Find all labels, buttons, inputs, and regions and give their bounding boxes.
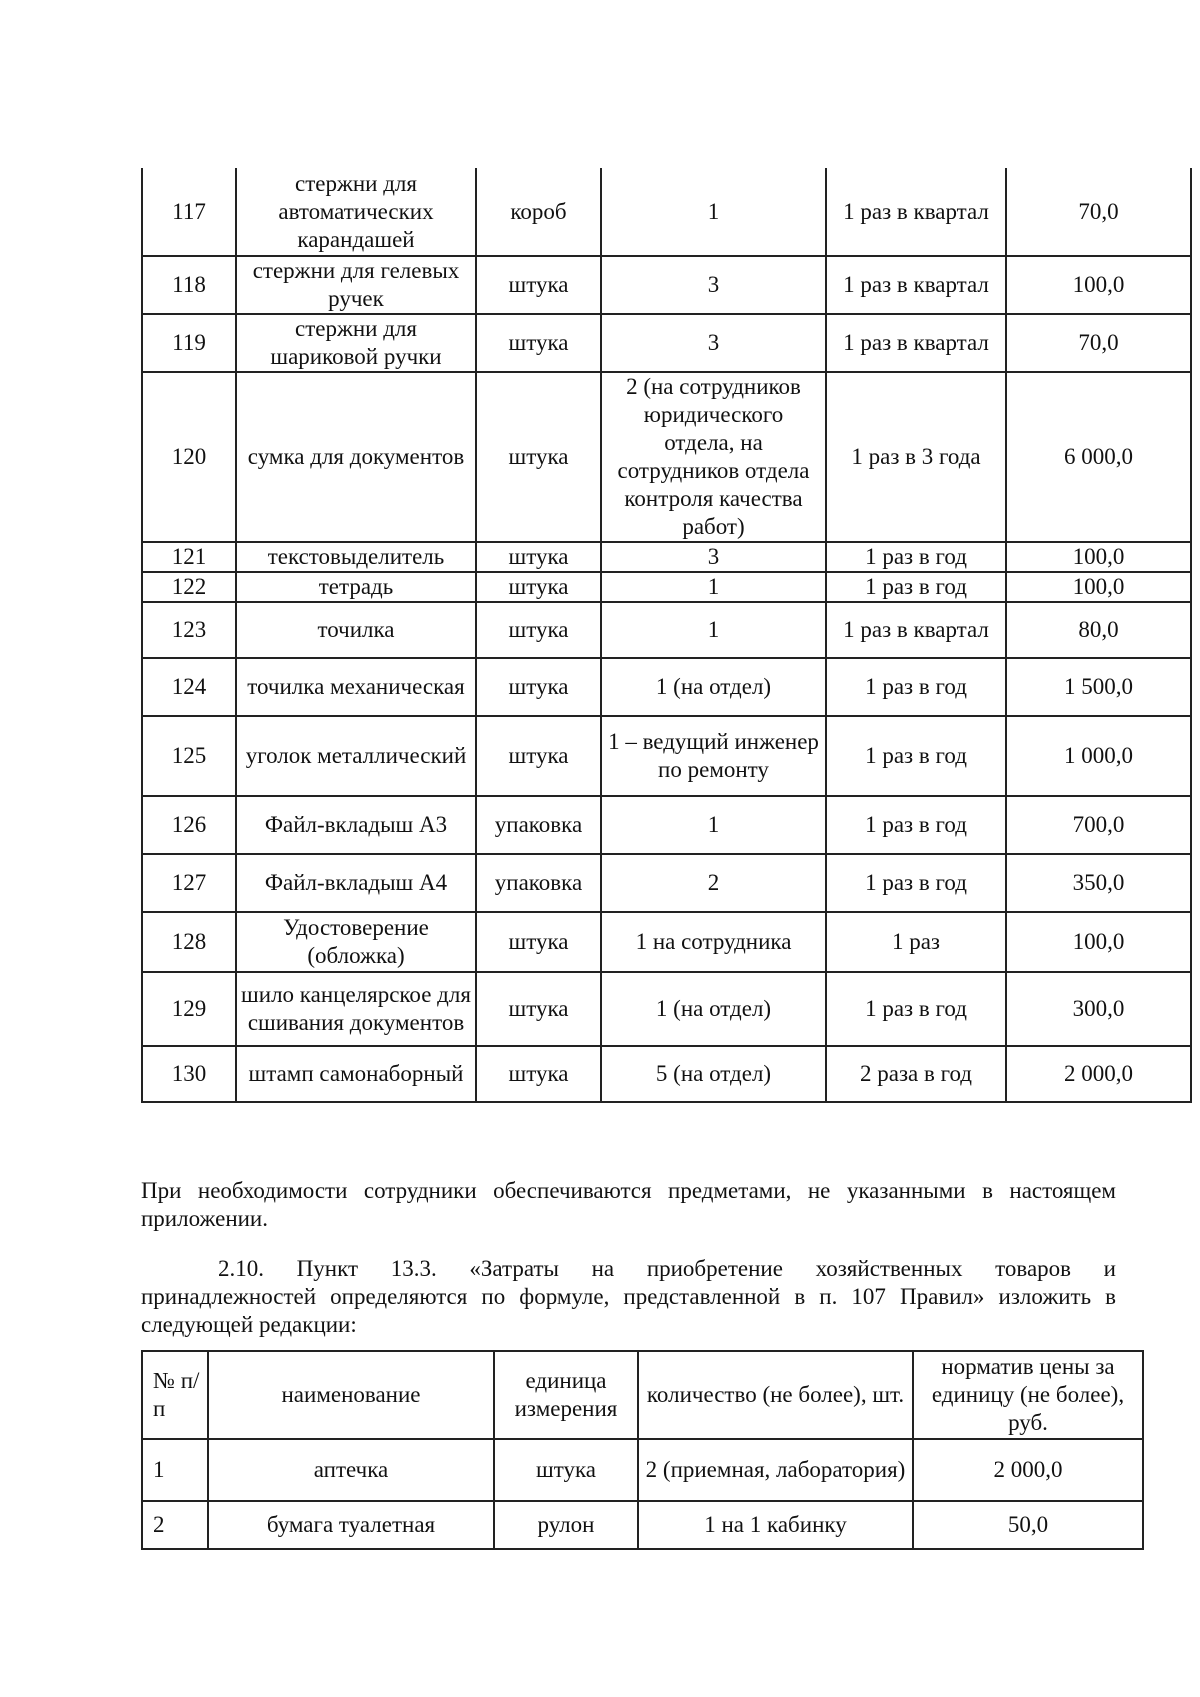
- price-cell: 100,0: [1006, 572, 1191, 602]
- unit-cell: штука: [476, 972, 601, 1046]
- item-name-cell: стержни для гелевых ручек: [236, 256, 476, 314]
- quantity-cell: 2: [601, 854, 826, 912]
- frequency-cell: 2 раза в год: [826, 1046, 1006, 1102]
- price-cell: 1 000,0: [1006, 716, 1191, 796]
- frequency-cell: 1 раз в год: [826, 854, 1006, 912]
- frequency-cell: 1 раз в год: [826, 572, 1006, 602]
- quantity-cell: 3: [601, 542, 826, 572]
- row-number-cell: 125: [142, 716, 236, 796]
- quantity-cell: 2 (на сотрудников юридического отдела, на сотрудников отдела контроля качества работ): [601, 372, 826, 542]
- price-cell: 100,0: [1006, 256, 1191, 314]
- quantity-cell: 1: [601, 796, 826, 854]
- table-row: [142, 372, 1191, 542]
- price-cell: 80,0: [1006, 602, 1191, 658]
- frequency-cell: 1 раз в год: [826, 542, 1006, 572]
- item-name-cell: штамп самонаборный: [236, 1046, 476, 1102]
- unit-cell: рулон: [494, 1501, 638, 1549]
- unit-cell: штука: [494, 1439, 638, 1501]
- unit-cell: штука: [476, 602, 601, 658]
- price-cell: 2 000,0: [913, 1439, 1143, 1501]
- row-number-cell: 128: [142, 912, 236, 972]
- row-number-cell: 126: [142, 796, 236, 854]
- price-cell: 350,0: [1006, 854, 1191, 912]
- table-row: [142, 602, 1191, 658]
- unit-cell: штука: [476, 1046, 601, 1102]
- section-2-10-rest: принадлежностей определяются по формуле, представленной в п. 107 Правил» изложить в следующей редакции:: [141, 1284, 1116, 1337]
- quantity-cell: 1 (на отдел): [601, 972, 826, 1046]
- row-number-cell: 2: [142, 1501, 208, 1549]
- table-row: [142, 542, 1191, 572]
- table-row: [142, 1501, 1143, 1549]
- unit-cell: упаковка: [476, 854, 601, 912]
- item-name-cell: тетрадь: [236, 572, 476, 602]
- price-cell: 1 500,0: [1006, 658, 1191, 716]
- table-row: [142, 168, 1191, 256]
- quantity-cell: 3: [601, 256, 826, 314]
- item-name-cell: бумага туалетная: [208, 1501, 494, 1549]
- quantity-cell: 1: [601, 168, 826, 256]
- item-name-cell: стержни для шариковой ручки: [236, 314, 476, 372]
- table-row: [142, 1046, 1191, 1102]
- price-cell: 6 000,0: [1006, 372, 1191, 542]
- item-name-cell: сумка для документов: [236, 372, 476, 542]
- unit-cell: штука: [476, 256, 601, 314]
- quantity-cell: 1 (на отдел): [601, 658, 826, 716]
- frequency-cell: 1 раз в квартал: [826, 256, 1006, 314]
- quantity-cell: 2 (приемная, лаборатория): [638, 1439, 913, 1501]
- row-number-cell: 122: [142, 572, 236, 602]
- table-row: [142, 1439, 1143, 1501]
- quantity-cell: 1 на 1 кабинку: [638, 1501, 913, 1549]
- item-name-cell: Файл-вкладыш А4: [236, 854, 476, 912]
- item-name-cell: шило канцелярское для сшивания документов: [236, 972, 476, 1046]
- supplies-table-continuation: [141, 168, 1192, 1103]
- table-row: [142, 972, 1191, 1046]
- section-2-10-paragraph: [141, 1255, 1116, 1339]
- quantity-cell: 1 – ведущий инженер по ремонту: [601, 716, 826, 796]
- table-header-row: [142, 1351, 1143, 1439]
- table-row: [142, 658, 1191, 716]
- unit-cell: штука: [476, 716, 601, 796]
- table-row: [142, 256, 1191, 314]
- row-number-cell: 118: [142, 256, 236, 314]
- section-2-10-first-line: 2.10. Пункт 13.3. «Затраты на приобретение хозяйственных товаров и: [218, 1256, 1116, 1281]
- frequency-cell: 1 раз в год: [826, 972, 1006, 1046]
- header-price: норматив цены за единицу (не более), руб.: [913, 1351, 1143, 1439]
- header-qty: количество (не более), шт.: [638, 1351, 913, 1439]
- unit-cell: штука: [476, 314, 601, 372]
- price-cell: 50,0: [913, 1501, 1143, 1549]
- item-name-cell: Файл-вкладыш А3: [236, 796, 476, 854]
- price-cell: 70,0: [1006, 314, 1191, 372]
- row-number-cell: 120: [142, 372, 236, 542]
- frequency-cell: 1 раз в квартал: [826, 314, 1006, 372]
- frequency-cell: 1 раз в квартал: [826, 168, 1006, 256]
- header-num: № п/п: [142, 1351, 208, 1439]
- row-number-cell: 119: [142, 314, 236, 372]
- frequency-cell: 1 раз в квартал: [826, 602, 1006, 658]
- row-number-cell: 130: [142, 1046, 236, 1102]
- item-name-cell: стержни для автоматических карандашей: [236, 168, 476, 256]
- row-number-cell: 124: [142, 658, 236, 716]
- item-name-cell: текстовыделитель: [236, 542, 476, 572]
- header-name: наименование: [208, 1351, 494, 1439]
- table-row: [142, 716, 1191, 796]
- item-name-cell: аптечка: [208, 1439, 494, 1501]
- item-name-cell: уголок металлический: [236, 716, 476, 796]
- row-number-cell: 1: [142, 1439, 208, 1501]
- quantity-cell: 1: [601, 602, 826, 658]
- quantity-cell: 1 на сотрудника: [601, 912, 826, 972]
- frequency-cell: 1 раз: [826, 912, 1006, 972]
- unit-cell: штука: [476, 542, 601, 572]
- table-row: [142, 314, 1191, 372]
- table-row: [142, 854, 1191, 912]
- price-cell: 100,0: [1006, 542, 1191, 572]
- unit-cell: штука: [476, 912, 601, 972]
- unit-cell: штука: [476, 372, 601, 542]
- price-cell: 300,0: [1006, 972, 1191, 1046]
- price-cell: 70,0: [1006, 168, 1191, 256]
- table-row: [142, 796, 1191, 854]
- table-row: [142, 912, 1191, 972]
- row-number-cell: 129: [142, 972, 236, 1046]
- row-number-cell: 121: [142, 542, 236, 572]
- household-goods-table: [141, 1350, 1144, 1550]
- quantity-cell: 3: [601, 314, 826, 372]
- row-number-cell: 127: [142, 854, 236, 912]
- frequency-cell: 1 раз в год: [826, 716, 1006, 796]
- unit-cell: упаковка: [476, 796, 601, 854]
- row-number-cell: 117: [142, 168, 236, 256]
- price-cell: 700,0: [1006, 796, 1191, 854]
- item-name-cell: точилка механическая: [236, 658, 476, 716]
- unit-cell: штука: [476, 572, 601, 602]
- quantity-cell: 1: [601, 572, 826, 602]
- unit-cell: штука: [476, 658, 601, 716]
- unit-cell: короб: [476, 168, 601, 256]
- frequency-cell: 1 раз в год: [826, 658, 1006, 716]
- frequency-cell: 1 раз в год: [826, 796, 1006, 854]
- note-paragraph: При необходимости сотрудники обеспечиваются предметами, не указанными в настоящем приложении.: [141, 1178, 1116, 1231]
- frequency-cell: 1 раз в 3 года: [826, 372, 1006, 542]
- item-name-cell: Удостоверение (обложка): [236, 912, 476, 972]
- row-number-cell: 123: [142, 602, 236, 658]
- price-cell: 100,0: [1006, 912, 1191, 972]
- item-name-cell: точилка: [236, 602, 476, 658]
- table-row: [142, 572, 1191, 602]
- price-cell: 2 000,0: [1006, 1046, 1191, 1102]
- header-unit: единица измерения: [494, 1351, 638, 1439]
- quantity-cell: 5 (на отдел): [601, 1046, 826, 1102]
